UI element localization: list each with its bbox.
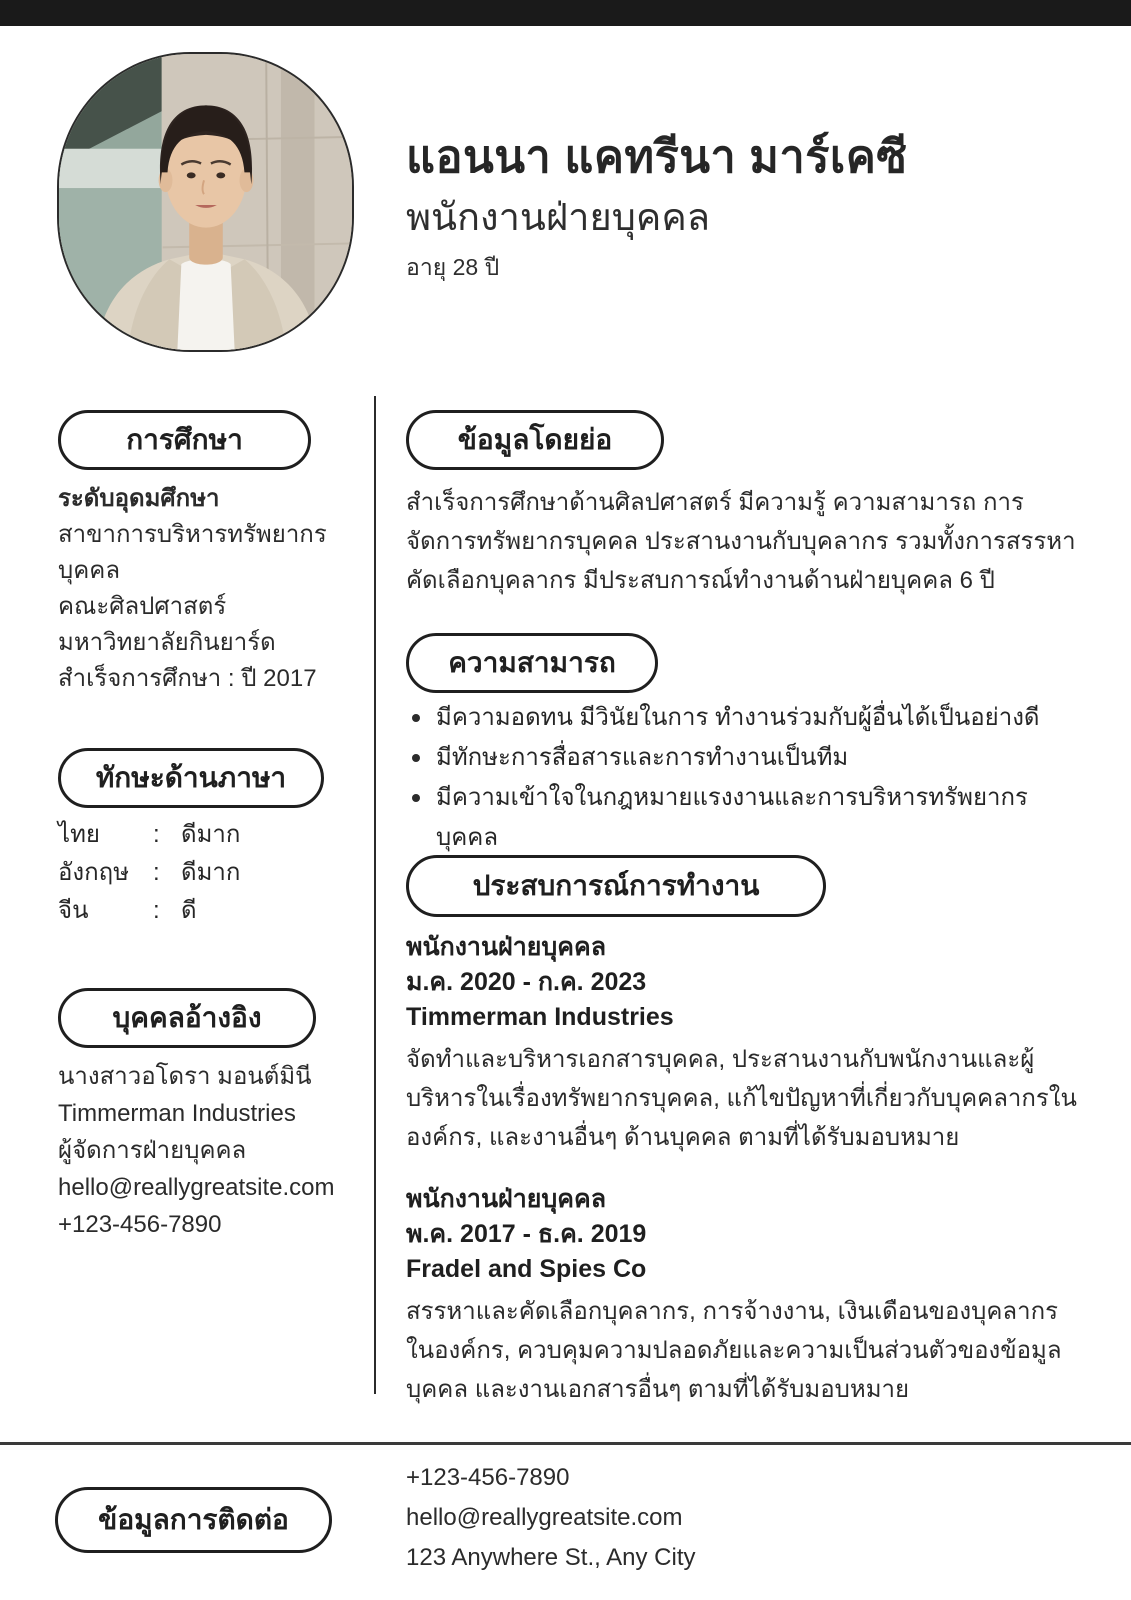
bullet-icon <box>412 794 420 802</box>
job-period: ม.ค. 2020 - ก.ค. 2023 <box>406 968 647 996</box>
footer-divider <box>0 1442 1131 1445</box>
reference-position: ผู้จัดการฝ่ายบุคคล <box>58 1137 247 1164</box>
contact-heading-pill <box>55 1487 332 1553</box>
job-period: พ.ค. 2017 - ธ.ค. 2019 <box>406 1220 647 1248</box>
portrait-illustration <box>59 54 352 350</box>
reference-heading-pill <box>58 988 316 1048</box>
bullet-icon <box>412 714 420 722</box>
summary-heading-pill <box>406 410 664 470</box>
language-name: ไทย <box>58 821 100 848</box>
reference-email: hello@reallygreatsite.com <box>58 1174 335 1201</box>
education-line: สาขาการบริหารทรัพยากรบุคคล <box>58 521 327 584</box>
education-heading-pill <box>58 410 311 470</box>
person-name: แอนนา แคทรีนา มาร์เคซี <box>406 131 908 182</box>
contact-phone: +123-456-7890 <box>406 1464 570 1491</box>
job-description: สรรหาและคัดเลือกบุคลากร, การจ้างงาน, เงินเดือนของบุคลากรในองค์กร, ควบคุมความปลอดภัยและความเป็นส่วนตัวของข้อมูลบุคคล และงานเอกสารอื่นๆ ตามที่ได้รับมอบหมาย <box>406 1298 1062 1403</box>
skill-text: มีทักษะการสื่อสารและการทำงานเป็นทีม <box>436 744 849 771</box>
language-level: ดี <box>181 897 197 924</box>
contact-heading: ข้อมูลการติดต่อ <box>98 1504 289 1535</box>
reference-phone: +123-456-7890 <box>58 1211 222 1238</box>
education-line: สำเร็จการศึกษา : ปี 2017 <box>58 665 317 692</box>
reference-name: นางสาวอโดรา มอนต์มินี <box>58 1063 312 1090</box>
languages-heading: ทักษะด้านภาษา <box>95 762 287 793</box>
languages-heading-pill <box>58 748 324 808</box>
job-title: พนักงานฝ่ายบุคคล <box>406 933 607 961</box>
job-entry <box>406 1182 1082 1287</box>
skill-item <box>406 698 1082 738</box>
contact-email: hello@reallygreatsite.com <box>406 1504 683 1531</box>
header <box>406 128 1096 286</box>
education-details <box>58 481 338 697</box>
language-separator: : <box>153 897 160 924</box>
language-row <box>58 816 338 854</box>
skills-heading: ความสามารถ <box>448 647 616 678</box>
experience-heading-pill <box>406 855 826 917</box>
contact-details <box>406 1458 1066 1578</box>
reference-details <box>58 1058 338 1243</box>
job-company: Fradel and Spies Co <box>406 1255 647 1283</box>
skill-text: มีความอดทน มีวินัยในการ ทำงานร่วมกับผู้อื่นได้เป็นอย่างดี <box>436 704 1040 731</box>
language-row <box>58 854 338 892</box>
language-separator: : <box>153 821 160 848</box>
job-company: Timmerman Industries <box>406 1003 674 1031</box>
top-bar <box>0 0 1131 26</box>
skill-item <box>406 778 1082 858</box>
skills-heading-pill <box>406 633 658 693</box>
summary-heading: ข้อมูลโดยย่อ <box>457 424 613 455</box>
education-heading: การศึกษา <box>126 424 243 455</box>
skill-item <box>406 738 1082 778</box>
person-age: อายุ 28 ปี <box>406 254 500 280</box>
reference-company: Timmerman Industries <box>58 1100 296 1127</box>
job-title: พนักงานฝ่ายบุคคล <box>406 1185 607 1213</box>
skill-text: มีความเข้าใจในกฎหมายแรงงานและการบริหารทรัพยากรบุคคล <box>436 784 1028 851</box>
language-level: ดีมาก <box>181 821 241 848</box>
job-entry <box>406 930 1082 1035</box>
skills-list <box>406 698 1082 858</box>
language-level: ดีมาก <box>181 859 241 886</box>
profile-photo <box>57 52 354 352</box>
education-degree: ระดับอุดมศึกษา <box>58 485 220 512</box>
languages-list <box>58 816 338 930</box>
education-line: มหาวิทยาลัยกินยาร์ด <box>58 629 276 656</box>
summary-text: สำเร็จการศึกษาด้านศิลปศาสตร์ มีความรู้ ความสามารถ การจัดการทรัพยากรบุคคล ประสานงานกับบุคลากร รวมทั้งการสรรหาคัดเลือกบุคลากร มีประสบการณ์ทำงานด้านฝ่ายบุคคล 6 ปี <box>406 489 1076 594</box>
language-separator: : <box>153 859 160 886</box>
reference-heading: บุคคลอ้างอิง <box>112 1002 262 1033</box>
column-divider <box>374 396 376 1394</box>
language-name: จีน <box>58 897 89 924</box>
education-line: คณะศิลปศาสตร์ <box>58 593 227 620</box>
language-name: อังกฤษ <box>58 859 130 886</box>
contact-address: 123 Anywhere St., Any City <box>406 1544 696 1571</box>
person-job-title: พนักงานฝ่ายบุคคล <box>406 197 711 239</box>
language-row <box>58 892 338 930</box>
bullet-icon <box>412 754 420 762</box>
job-description: จัดทำและบริหารเอกสารบุคคล, ประสานงานกับพนักงานและผู้บริหารในเรื่องทรัพยากรบุคคล, แก้ไขปัญหาที่เกี่ยวกับบุคคลากรในองค์กร, และงานอื่นๆ ด้านบุคคล ตามที่ได้รับมอบหมาย <box>406 1046 1077 1151</box>
experience-heading: ประสบการณ์การทำงาน <box>472 870 760 901</box>
